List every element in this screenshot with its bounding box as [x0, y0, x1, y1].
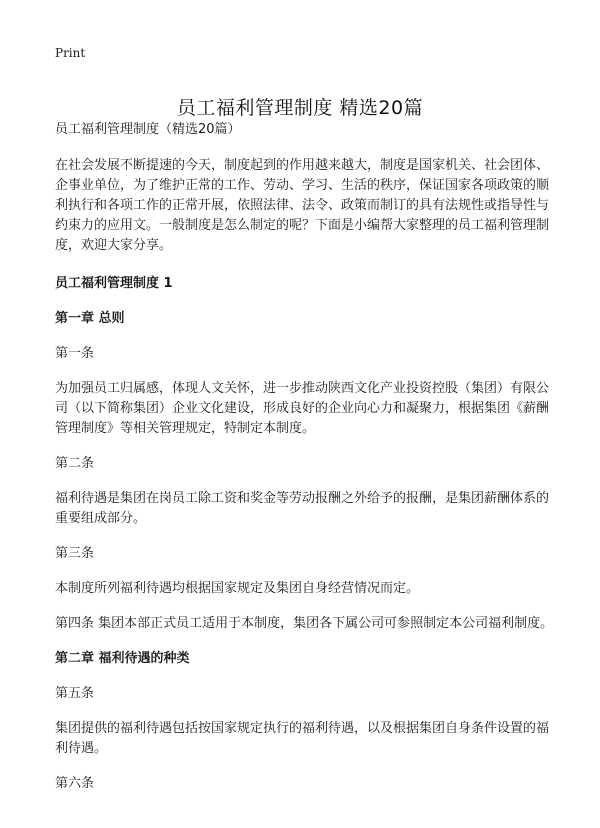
article-1-label: 第一条	[55, 346, 95, 361]
article-3-text: 本制度所列福利待遇均根据国家规定及集团自身经营情况而定。	[55, 581, 420, 596]
article-6-label: 第六条	[55, 776, 95, 791]
chapter-1-heading: 第一章 总则	[55, 311, 125, 326]
print-label: Print	[55, 46, 86, 60]
document-body	[55, 120, 555, 809]
article-3-label: 第三条	[55, 546, 95, 561]
article-5-text: 集团提供的福利待遇包括按国家规定执行的福利待遇，以及根据集团自身条件设置的福利待遇。	[55, 721, 550, 756]
article-2-label: 第二条	[55, 456, 95, 471]
article-5-label: 第五条	[55, 686, 95, 701]
intro-paragraph: 在社会发展不断提速的今天，制度起到的作用越来越大，制度是国家机关、社会团体、企事业单位，为了维护正常的工作、劳动、学习、生活的秩序，保证国家各项政策的顺利执行和各项工作的正常开展，依照法律、法令、政策而制订的具有法规性或指导性与约束力的应用文。一般制度是怎么制定的呢？下面是小编帮大家整理的员工福利管理制度，欢迎大家分享。	[55, 158, 550, 253]
article-2-text: 福利待遇是集团在岗员工除工资和奖金等劳动报酬之外给予的报酬，是集团薪酬体系的重要组成部分。	[55, 491, 550, 526]
article-4-text: 第四条 集团本部正式员工适用于本制度，集团各下属公司可参照制定本公司福利制度。	[55, 616, 554, 631]
document-subtitle: 员工福利管理制度（精选20篇）	[55, 122, 241, 137]
article-1-text: 为加强员工归属感，体现人文关怀，进一步推动陕西文化产业投资控股（集团）有限公司（以下简称集团）企业文化建设，形成良好的企业向心力和凝聚力，根据集团《薪酬管理制度》等相关管理规定，特制定本制度。	[55, 381, 550, 436]
section-heading: 员工福利管理制度 1	[55, 276, 173, 291]
document-title: 员工福利管理制度 精选20篇	[176, 96, 424, 119]
chapter-2-heading: 第二章 福利待遇的种类	[55, 651, 190, 666]
